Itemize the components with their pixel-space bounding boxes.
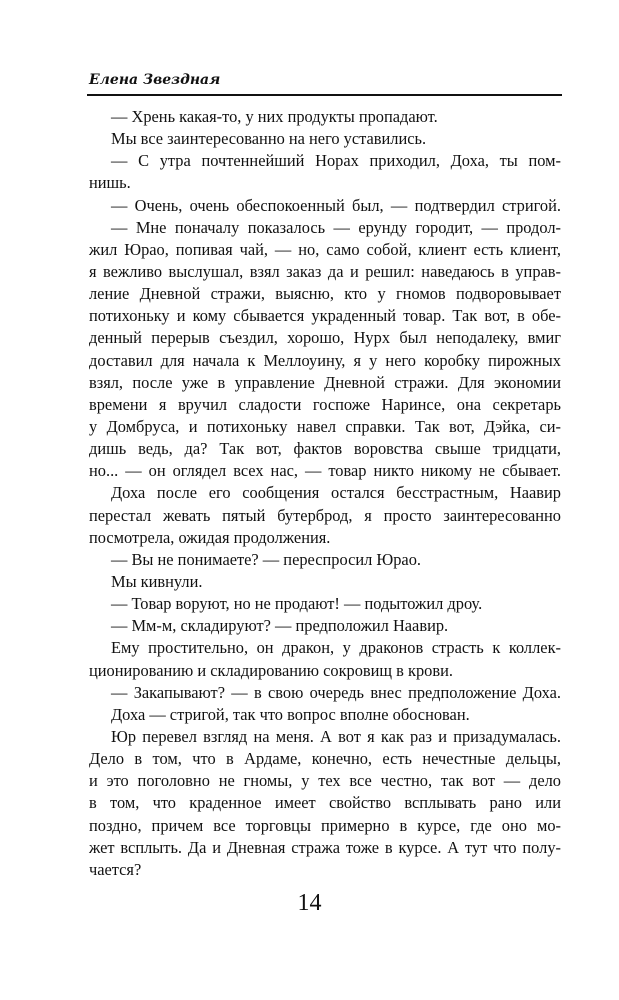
text-line: Доха после его сообщения остался бесстрастным, Наавир — [111, 483, 561, 503]
text-line: ционированию и складированию сокровищ в крови. — [89, 660, 453, 680]
text-line: дишь ведь, да? Так вот, фактов воровства свыше тридцати, — [89, 439, 561, 459]
text-line: ление Дневной стражи, выясню, кто у гномов подворовывает — [89, 284, 561, 304]
text-line: поздно, причем все торговцы примерно в курсе, где оно мо- — [89, 815, 561, 835]
text-line: — Хрень какая-то, у них продукты пропадают. — [111, 107, 438, 126]
text-line: — Очень, очень обеспокоенный был, — подтвердил стригой. — [111, 195, 561, 215]
text-line: Мы кивнули. — [111, 571, 203, 591]
text-line: доставил для начала к Меллоуину, я у него коробку пирожных — [89, 350, 561, 370]
text-line: нишь. — [89, 173, 131, 193]
text-line: — Мм-м, складируют? — предположил Наавир. — [111, 616, 449, 636]
text-line: — С утра почтеннейший Норах приходил, Доха, ты пом- — [111, 151, 561, 171]
text-line: — Вы не понимаете? — переспросил Юрао. — [111, 549, 421, 569]
body-text — [89, 106, 561, 881]
text-line: взял, после уже в управление Дневной стражи. Для экономии — [89, 372, 561, 392]
text-line: потихоньку и кому сбывается украденный товар. Так вот, в обе- — [89, 306, 561, 326]
page-number: 14 — [297, 890, 322, 916]
text-line: и это поголовно не гномы, у тех все честно, так вот — дело — [89, 771, 561, 791]
text-line: посмотрела, ожидая продолжения. — [89, 527, 331, 547]
text-line: — Мне поначалу показалось — ерунду городит, — продол- — [111, 217, 561, 237]
running-header-author: Елена Звездная — [89, 72, 221, 88]
text-line: в том, что краденное имеет свойство всплывать рано или — [89, 793, 561, 813]
text-line: — Товар воруют, но не продают! — подытожил дроу. — [111, 594, 483, 614]
text-line: Юр перевел взгляд на меня. А вот я как раз и призадумалась. — [111, 726, 561, 746]
text-line: Мы все заинтересованно на него уставились. — [111, 129, 427, 149]
text-line: — Закапывают? — в свою очередь внес предположение Доха. — [111, 682, 561, 702]
header-rule — [87, 94, 562, 96]
text-line: но... — он оглядел всех нас, — товар никто никому не сбывает. — [89, 461, 561, 481]
text-line: я вежливо выслушал, взял заказ да и решил: наведаюсь в управ- — [89, 261, 561, 281]
text-line: жил Юрао, попивая чай, — но, само собой, клиент есть клиент, — [89, 239, 561, 259]
text-line: у Домбруса, и потихоньку навел справки. Так вот, Дэйка, си- — [89, 416, 561, 436]
text-line: Дело в том, что в Ардаме, конечно, есть нечестные дельцы, — [89, 749, 561, 769]
text-line: Ему простительно, он дракон, у драконов страсть к коллек- — [111, 638, 561, 658]
text-line: Доха — стригой, так что вопрос вполне обоснован. — [111, 704, 470, 724]
text-line: времени я вручил сладости госпоже Наринсе, она секретарь — [89, 394, 561, 414]
text-line: чается? — [89, 859, 142, 879]
text-line: денный перерыв съездил, хорошо, Нурх был неподалеку, вмиг — [89, 328, 561, 348]
text-line: жет всплыть. Да и Дневная стража тоже в курсе. А тут что полу- — [89, 837, 561, 857]
text-line: перестал жевать пятый бутерброд, я просто заинтересованно — [89, 505, 561, 525]
